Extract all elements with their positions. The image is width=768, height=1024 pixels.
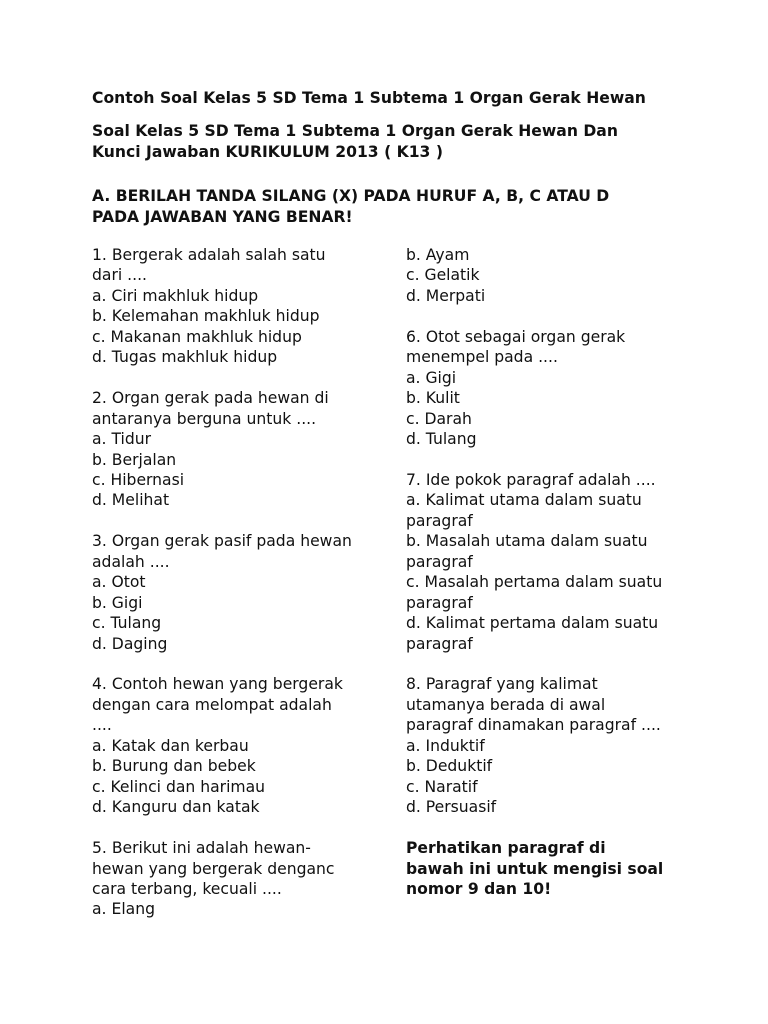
question-block — [406, 245, 706, 306]
answer-option: d. Tugas makhluk hidup — [92, 348, 278, 367]
question-text: paragraf — [406, 552, 473, 571]
question-text: antaranya berguna untuk .... — [92, 409, 317, 428]
question-text: dengan cara melompat adalah — [92, 695, 332, 714]
question-text: cara terbang, kecuali .... — [92, 879, 282, 898]
answer-option: d. Kalimat pertama dalam suatu — [406, 614, 659, 633]
question-text: paragraf — [406, 634, 473, 653]
question-text: paragraf — [406, 593, 473, 612]
answer-option: b. Deduktif — [406, 757, 493, 776]
instruction-line: A. BERILAH TANDA SILANG (X) PADA HURUF A, B, C ATAU D — [92, 187, 610, 205]
right-column — [406, 245, 706, 920]
answer-option: c. Hibernasi — [92, 470, 185, 489]
question-text: menempel pada .... — [406, 348, 558, 367]
question-text: 8. Paragraf yang kalimat — [406, 675, 598, 694]
answer-option: d. Merpati — [406, 286, 486, 305]
answer-option: a. Katak dan kerbau — [92, 736, 249, 755]
question-text: 1. Bergerak adalah salah satu — [92, 246, 326, 264]
answer-option: a. Tidur — [92, 430, 152, 449]
note-block — [406, 838, 706, 899]
answer-option: b. Berjalan — [92, 450, 177, 469]
question-text: 4. Contoh hewan yang bergerak — [92, 675, 343, 694]
answer-option: c. Gelatik — [406, 266, 480, 285]
section-instruction — [92, 186, 609, 228]
question-block — [92, 245, 392, 368]
answer-option: d. Tulang — [406, 430, 477, 449]
question-text: 2. Organ gerak pada hewan di — [92, 389, 329, 408]
answer-option: b. Kelemahan makhluk hidup — [92, 307, 320, 326]
document-subtitle — [92, 121, 618, 163]
question-text: .... — [92, 716, 112, 735]
subtitle-line: Kunci Jawaban KURIKULUM 2013 ( K13 ) — [92, 143, 443, 161]
answer-option: b. Gigi — [92, 593, 143, 612]
answer-option: d. Daging — [92, 634, 168, 653]
question-block — [92, 674, 392, 817]
question-text: dari .... — [92, 266, 147, 285]
answer-option: d. Persuasif — [406, 798, 497, 817]
answer-option: c. Darah — [406, 409, 472, 428]
answer-option: a. Gigi — [406, 368, 457, 387]
document-title: Contoh Soal Kelas 5 SD Tema 1 Subtema 1 Organ Gerak Hewan — [92, 89, 646, 107]
question-text: 6. Otot sebagai organ gerak — [406, 327, 626, 346]
subtitle-line: Soal Kelas 5 SD Tema 1 Subtema 1 Organ Gerak Hewan Dan — [92, 122, 618, 140]
question-block — [406, 470, 706, 654]
question-block — [92, 838, 392, 920]
question-text: paragraf — [406, 511, 473, 530]
question-block — [92, 531, 392, 654]
question-text: 3. Organ gerak pasif pada hewan — [92, 532, 352, 551]
question-text: 5. Berikut ini adalah hewan- — [92, 839, 311, 858]
question-block — [406, 327, 706, 450]
answer-option: b. Kulit — [406, 389, 460, 408]
answer-option: b. Ayam — [406, 246, 470, 264]
question-text: paragraf dinamakan paragraf .... — [406, 716, 661, 735]
question-text: 7. Ide pokok paragraf adalah .... — [406, 470, 656, 489]
answer-option: d. Melihat — [92, 491, 170, 510]
question-text: adalah .... — [92, 552, 170, 571]
answer-option: a. Elang — [92, 900, 155, 919]
question-text: nomor 9 dan 10! — [406, 879, 552, 898]
answer-option: c. Masalah pertama dalam suatu — [406, 573, 663, 592]
question-text: hewan yang bergerak denganc — [92, 859, 335, 878]
question-block — [406, 674, 706, 817]
question-text: Perhatikan paragraf di — [406, 839, 606, 858]
question-text: utamanya berada di awal — [406, 695, 606, 714]
answer-option: a. Induktif — [406, 736, 485, 755]
answer-option: c. Tulang — [92, 614, 162, 633]
answer-option: b. Burung dan bebek — [92, 757, 256, 776]
answer-option: c. Makanan makhluk hidup — [92, 327, 302, 346]
answer-option: c. Kelinci dan harimau — [92, 777, 266, 796]
answer-option: a. Otot — [92, 573, 146, 592]
answer-option: c. Naratif — [406, 777, 478, 796]
answer-option: d. Kanguru dan katak — [92, 798, 260, 817]
answer-option: a. Ciri makhluk hidup — [92, 286, 259, 305]
answer-option: b. Masalah utama dalam suatu — [406, 532, 648, 551]
question-block — [92, 388, 392, 511]
answer-option: a. Kalimat utama dalam suatu — [406, 491, 642, 510]
question-text: bawah ini untuk mengisi soal — [406, 859, 664, 878]
left-column — [92, 245, 392, 940]
instruction-line: PADA JAWABAN YANG BENAR! — [92, 208, 353, 226]
